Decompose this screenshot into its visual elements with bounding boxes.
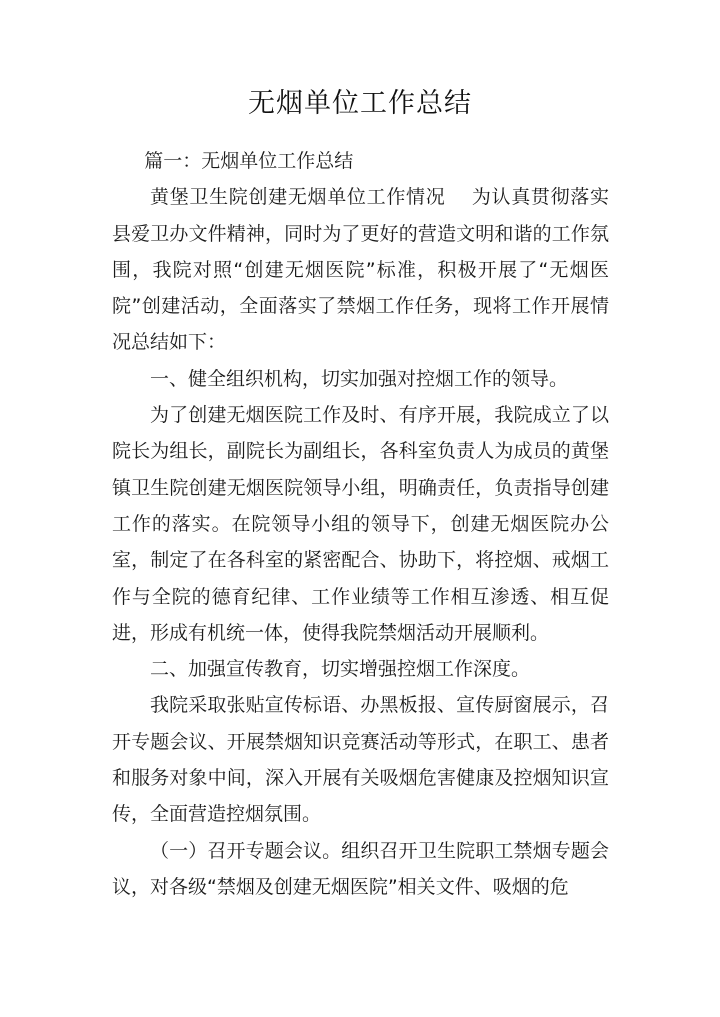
section-subtitle: 篇一：无烟单位工作总结: [144, 150, 354, 172]
paragraph-intro: 黄堡卫生院创建无烟单位工作情况 为认真贯彻落实县爱卫办文件精神，同时为了更好的营造文明和谐的工作氛围，我院对照“创建无烟医院”标准，积极开展了“无烟医院”创建活动，全面落实了禁烟工作任务，现将工作开展情况总结如下：: [112, 186, 609, 354]
section-heading-1: 一、健全组织机构，切实加强对控烟工作的领导。: [150, 367, 569, 390]
document-title: 无烟单位工作总结: [248, 88, 472, 119]
paragraph-organization: 为了创建无烟医院工作及时、有序开展，我院成立了以院长为组长，副院长为副组长，各科室负责人为成员的黄堡镇卫生院创建无烟医院领导小组，明确责任，负责指导创建工作的落实。在院领导小组的领导下，创建无烟医院办公室，制定了在各科室的紧密配合、协助下，将控烟、戒烟工作与全院的德育纪律、工作业绩等工作相互渗透、相互促进，形成有机统一体，使得我院禁烟活动开展顺利。: [112, 404, 609, 644]
section-heading-2: 二、加强宣传教育，切实增强控烟工作深度。: [150, 658, 531, 681]
document-body: [112, 143, 609, 905]
paragraph-meeting: （一）召开专题会议。组织召开卫生院职工禁烟专题会议，对各级“禁烟及创建无烟医院”相关文件、吸烟的危: [112, 839, 609, 898]
paragraph-publicity: 我院采取张贴宣传标语、办黑板报、宣传厨窗展示，召开专题会议、开展禁烟知识竞赛活动等形式，在职工、患者和服务对象中间，深入开展有关吸烟危害健康及控烟知识宣传，全面营造控烟氛围。: [112, 694, 609, 826]
